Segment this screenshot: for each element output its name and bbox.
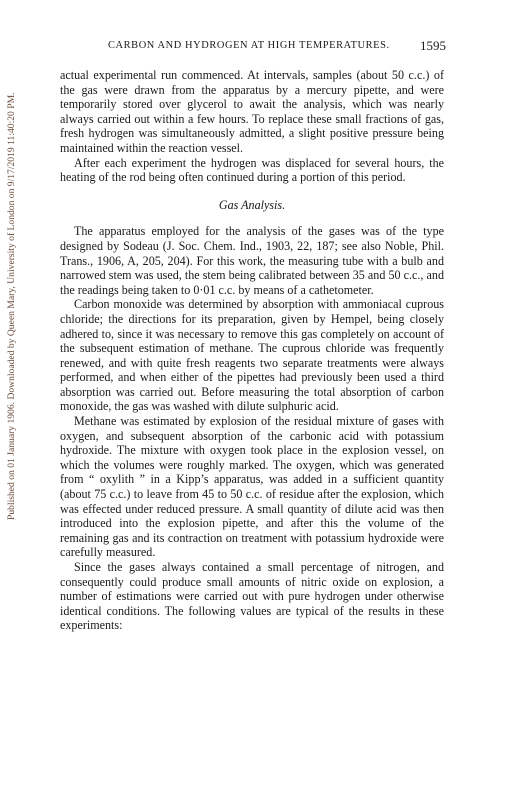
paragraph: After each experiment the hydrogen was displaced for several hours, the heating of the rod being often continued during a portion of this period. [60, 155, 444, 185]
paragraph: The apparatus employed for the analysis of the gases was of the type designed by Sodeau (J. Soc. Chem. Ind., 1903, 22, 187; see also Noble, Phil. Trans., 1906, A, 205, 204). For this work, the measuring tube with a bulb and narrowed stem was used, the stem being calibrated between 35 and 50 c.c., and the readings being taken to 0·01 c.c. by means of a cathetometer. [60, 224, 444, 297]
running-header [0, 40, 505, 58]
download-notice-text: Published on 01 January 1906. Downloaded by Queen Mary, University of London on 9/17/2019 11:40:20 PM. [6, 92, 17, 520]
article-body [60, 68, 444, 633]
paragraph: Since the gases always contained a small percentage of nitrogen, and consequently could produce small amounts of nitric oxide on explosion, a number of estimations were carried out with pure hydrogen under otherwise identical conditions. The following values are typical of the results in these experiments: [60, 560, 444, 633]
section-heading: Gas Analysis. [218, 197, 286, 212]
paragraph: Methane was estimated by explosion of the residual mixture of gases with oxygen, and subsequent absorption of the carbonic acid with potassium hydroxide. The mixture with oxygen took place in the explosion vessel, on which the volumes were roughly marked. The oxygen, which was generated from “ oxylith ” in a Kipp’s apparatus, was added in a sufficient quantity (about 75 c.c.) to leave from 45 to 50 c.c. of residue after the explosion, which was effected under reduced pressure. A small quantity of dilute acid was then introduced into the explosion pipette, and after this the volume of the remaining gas and its contraction on treatment with potassium hydroxide were carefully measured. [60, 414, 444, 560]
running-title: CARBON AND HYDROGEN AT HIGH TEMPERATURES. [108, 40, 390, 51]
paragraph: Carbon monoxide was determined by absorption with ammoniacal cuprous chloride; the directions for its preparation, given by Hempel, being closely adhered to, since it was necessary to remove this gas completely on account of the subsequent estimation of methane. The cuprous chloride was frequently renewed, and with quite fresh reagents two separate treatments were always performed, and when either of the pipettes had previously been used a third absorption was carried out. Before measuring the total absorption of carbon monoxide, the gas was washed with dilute sulphuric acid. [60, 297, 444, 414]
page-number: 1595 [420, 38, 446, 53]
paragraph: actual experimental run commenced. At intervals, samples (about 50 c.c.) of the gas were drawn from the apparatus by a mercury pipette, and were temporarily stored over glycerol to await the analysis, which was nearly always carried out within a few hours. To replace these small fractions of gas, fresh hydrogen was simultaneously admitted, a slight positive pressure being maintained within the reaction vessel. [60, 68, 444, 155]
download-notice [6, 40, 18, 520]
